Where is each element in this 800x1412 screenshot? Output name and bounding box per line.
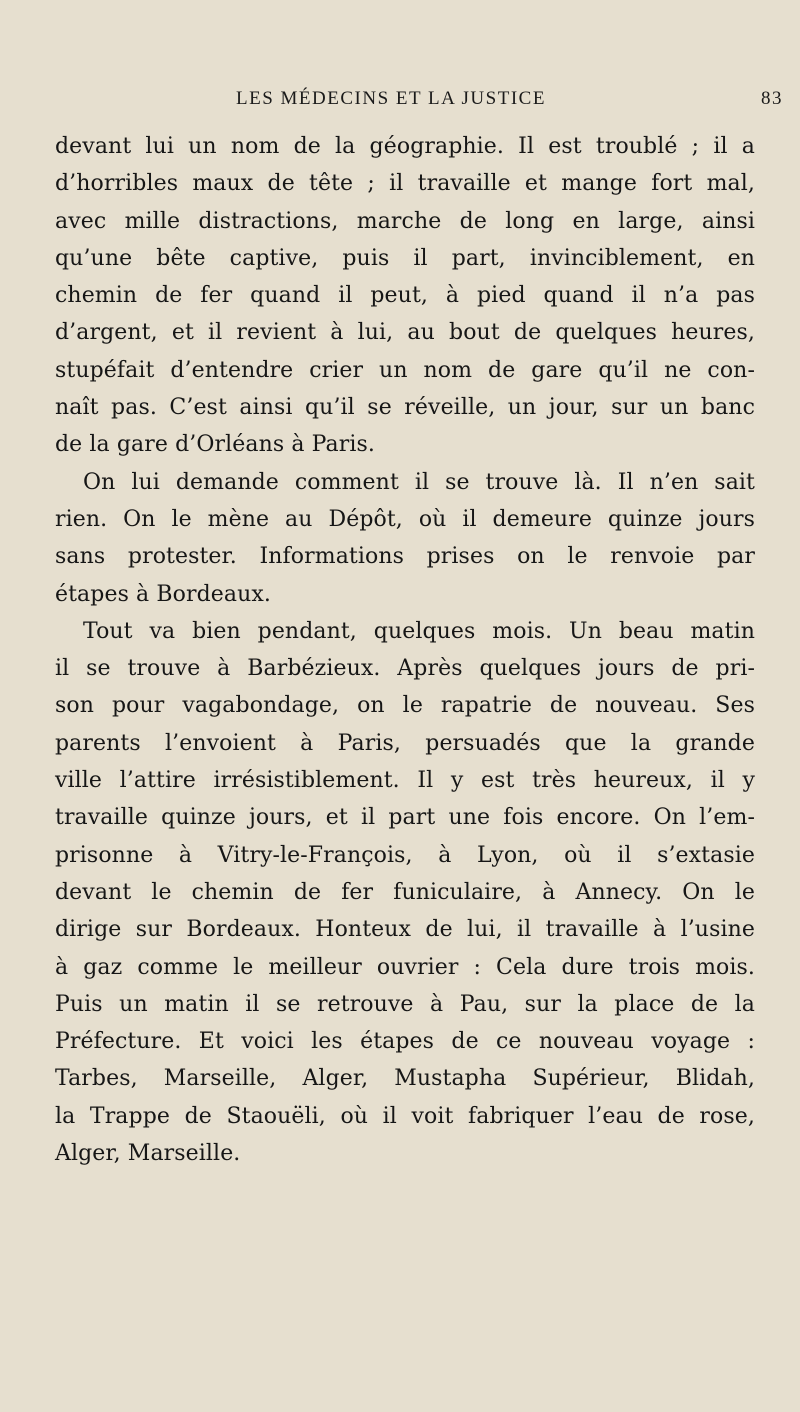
text-line: Préfecture. Et voici les étapes de ce nouveau voyage : (55, 1029, 755, 1055)
text-line: de la gare d’Orléans à Paris. (55, 432, 375, 458)
text-line: prisonne à Vitry-le-François, à Lyon, où il s’extasie (55, 842, 755, 868)
text-line: naît pas. C’est ainsi qu’il se réveille, un jour, sur un banc (55, 395, 755, 421)
text-line: chemin de fer quand il peut, à pied quand il n’a pas (55, 283, 755, 309)
page-number: 83 (761, 88, 783, 109)
text-line: son pour vagabondage, on le rapatrie de nouveau. Ses (55, 693, 755, 719)
text-line: ville l’attire irrésistiblement. Il y est très heureux, il y (55, 768, 755, 794)
text-line: sans protester. Informations prises on le renvoie par (55, 544, 755, 570)
text-line: Tout va bien pendant, quelques mois. Un beau matin (83, 618, 755, 644)
text-line: Alger, Marseille. (55, 1141, 241, 1167)
text-line: à gaz comme le meilleur ouvrier : Cela dure trois mois. (55, 954, 755, 980)
text-line: dirige sur Bordeaux. Honteux de lui, il travaille à l’usine (55, 917, 755, 943)
text-line: étapes à Bordeaux. (55, 581, 271, 607)
text-line: On lui demande comment il se trouve là. Il n’en sait (83, 469, 755, 495)
text-line: Puis un matin il se retrouve à Pau, sur la place de la (55, 991, 755, 1017)
text-line: d’argent, et il revient à lui, au bout de quelques heures, (55, 320, 755, 346)
running-title: LES MÉDECINS ET LA JUSTICE (236, 88, 546, 109)
body-text (55, 128, 755, 1172)
page-header (0, 88, 800, 118)
text-line: stupéfait d’entendre crier un nom de gare qu’il ne con- (55, 357, 755, 383)
text-line: devant lui un nom de la géographie. Il est troublé ; il a (55, 134, 755, 159)
text-line: avec mille distractions, marche de long en large, ainsi (55, 208, 755, 234)
text-line: qu’une bête captive, puis il part, invinciblement, en (55, 245, 755, 271)
text-line: d’horribles maux de tête ; il travaille et mange fort mal, (55, 171, 755, 197)
text-line: rien. On le mène au Dépôt, où il demeure quinze jours (55, 506, 755, 532)
text-line: devant le chemin de fer funiculaire, à Annecy. On le (55, 879, 755, 905)
text-line: la Trappe de Staouëli, où il voit fabriquer l’eau de rose, (55, 1103, 755, 1129)
text-line: parents l’envoient à Paris, persuadés que la grande (55, 730, 755, 756)
text-line: il se trouve à Barbézieux. Après quelques jours de pri- (55, 656, 755, 682)
text-line: Tarbes, Marseille, Alger, Mustapha Supérieur, Blidah, (55, 1066, 755, 1092)
text-line: travaille quinze jours, et il part une fois encore. On l’em- (55, 805, 755, 831)
